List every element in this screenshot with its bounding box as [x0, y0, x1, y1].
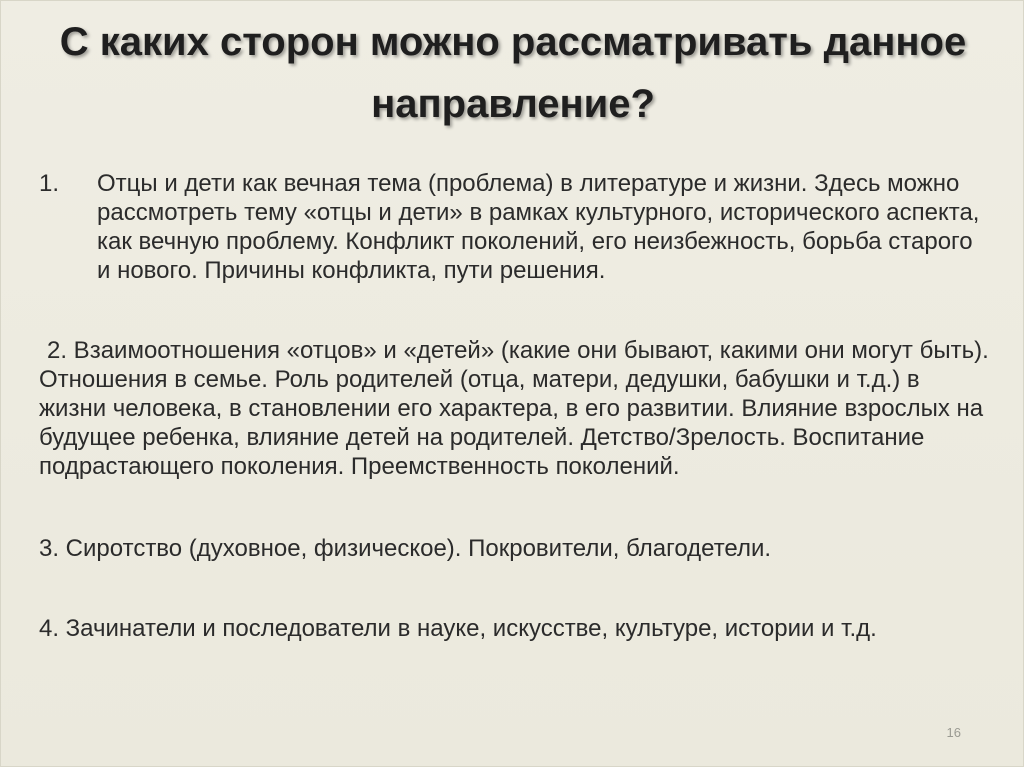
- slide-body: [39, 169, 989, 643]
- list-item-1: [39, 169, 989, 285]
- page-number: 16: [946, 725, 961, 740]
- paragraph-4: 4. Зачинатели и последователи в науке, искусстве, культуре, истории и т.д.: [39, 615, 877, 642]
- paragraph-2: 2. Взаимоотношения «отцов» и «детей» (какие они бывают, какими они могут быть). Отношения в семье. Роль родителей (отца, матери, дедушки, бабушки и т.д.) в жизни человека, в становлении его характера, в его развитии. Влияние взрослых на будущее ребенка, влияние детей на родителей. Детство/Зрелость. Воспитание подрастающего поколения. Преемственность поколений.: [39, 337, 989, 480]
- slide-title: С каких сторон можно рассматривать данное направление?: [59, 20, 967, 126]
- list-item-text: Отцы и дети как вечная тема (проблема) в литературе и жизни. Здесь можно рассмотреть тему «отцы и дети» в рамках культурного, исторического аспекта, как вечную проблему. Конфликт поколений, его неизбежность, борьба старого и нового. Причины конфликта, пути решения.: [97, 170, 980, 284]
- paragraph-3: 3. Сиротство (духовное, физическое). Покровители, благодетели.: [39, 535, 772, 562]
- list-item-number: 1.: [39, 170, 60, 197]
